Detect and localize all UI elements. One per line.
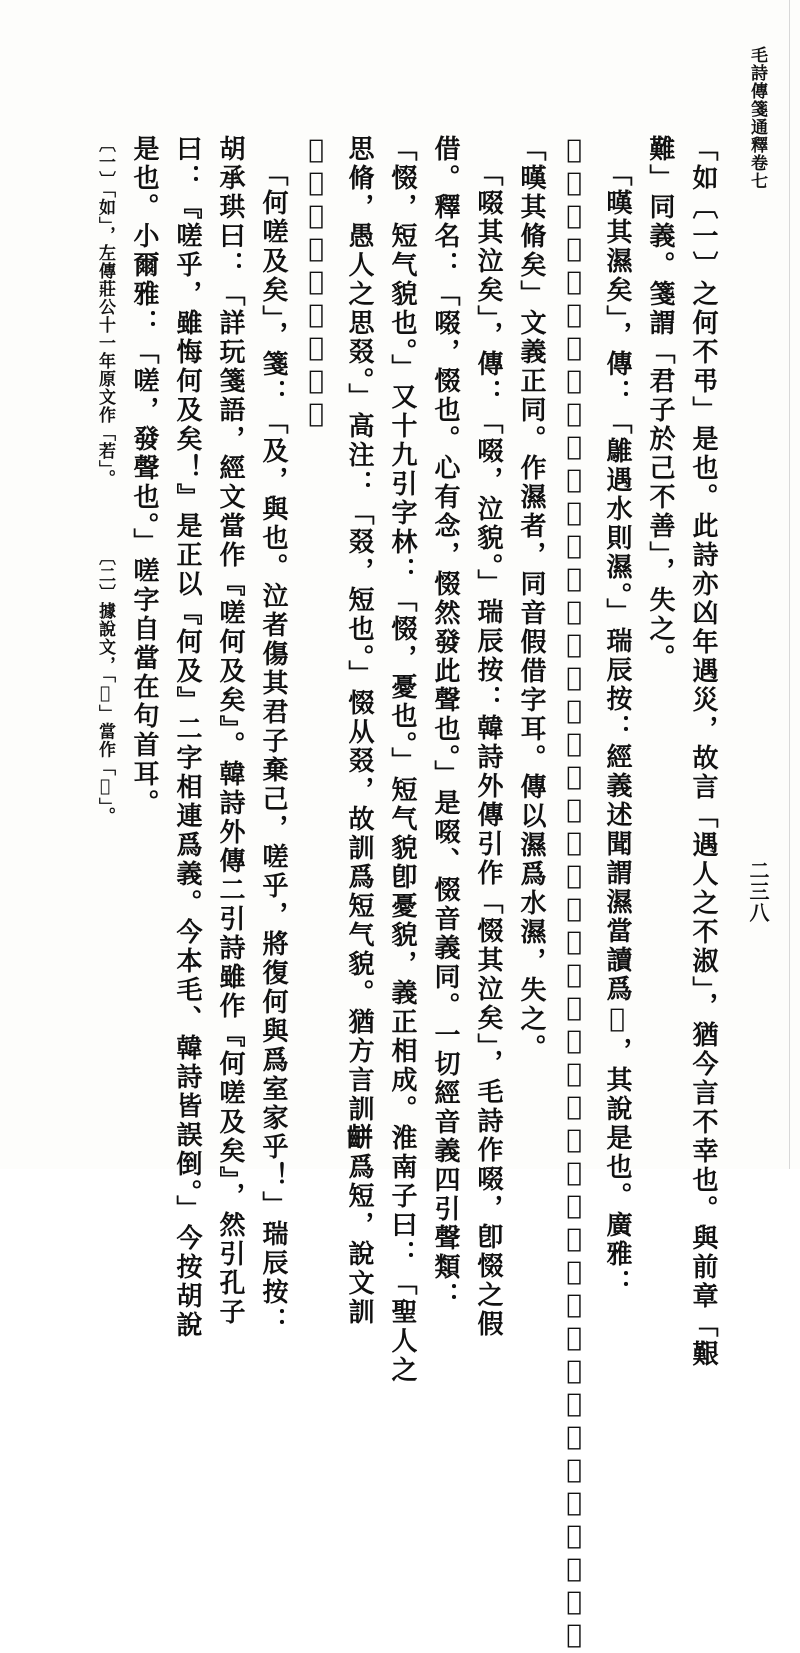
page-number: 二三八 (746, 860, 770, 923)
body-column-14: 是也。小爾雅：「嗟，發聲也。」嗟字自當在句首耳。 (129, 135, 159, 818)
body-column-8: 「惙，短气貌也。」又十九引字林：「惙，憂也。」短气貌卽憂貌，義正相成。淮南子曰：「聖人之 (387, 135, 417, 1385)
body-column-5: 「暵其脩矣」文義正同。作濕者，同音假借字耳。傳以濕爲水濕，失之。 (516, 135, 546, 1063)
body-column-2: 難」同義。箋謂「君子於己不善」，失之。 (645, 135, 675, 673)
body-column-9: 思脩，愚人之思叕。」高注：「叕，短也。」惙从叕，故訓爲短气貌。猶方言訓𪘀爲短，說文訓 (344, 135, 374, 1327)
body-column-4: 「𣋺，曝也。」玉篇：「𣋺，欲乾也。」一切經音義引通俗文：「欲燥曰𣋺。」與前二章「暵其乾矣」、 (559, 135, 589, 1653)
body-column-6: 「啜其泣矣」，傳：「啜，泣貌。」瑞辰按：韓詩外傳引作「惙其泣矣」，毛詩作啜，卽惙之假 (473, 160, 503, 1339)
body-column-10: 𥨊〔二〕爲短面也。 (301, 135, 331, 432)
body-column-13: 曰：『嗟乎，雖悔何及矣！』是正以『何及』二字相連爲義。今本毛、韓詩皆誤倒。」今按胡說 (172, 135, 202, 1340)
body-column-7: 借。釋名：「啜，惙也。心有念，惙然發此聲也。」是啜、惙音義同。一切經音義四引聲類： (430, 135, 460, 1311)
body-column-12: 胡承珙曰：「詳玩箋語，經文當作『嗟何及矣』。韓詩外傳二引詩雖作『何嗟及矣』，然引孔子 (215, 135, 245, 1327)
body-column-1: 「如〔一〕之何不弔」是也。此詩亦凶年遇災，故言「遇人之不淑」，猶今言不幸也。與前章「艱 (688, 135, 718, 1369)
footnote-1: 〔一〕「如」，左傳莊公十一年原文作「若」。 (95, 135, 115, 488)
running-header-title: 毛詩傳箋通釋卷七 (747, 46, 767, 190)
body-column-11: 「何嗟及矣」，箋：「及，與也。泣者傷其君子棄己，嗟乎，將復何與爲室家乎！」瑞辰按： (258, 160, 288, 1336)
body-column-3: 「暵其濕矣」，傳：「鵻遇水則濕。」瑞辰按：經義述聞謂濕當讀爲𣋺，其說是也。廣雅： (602, 160, 632, 1298)
footnote-2: 〔二〕據說文，「𥨊」當作「𥨎」。 (95, 548, 115, 825)
page-edge (789, 0, 790, 1169)
